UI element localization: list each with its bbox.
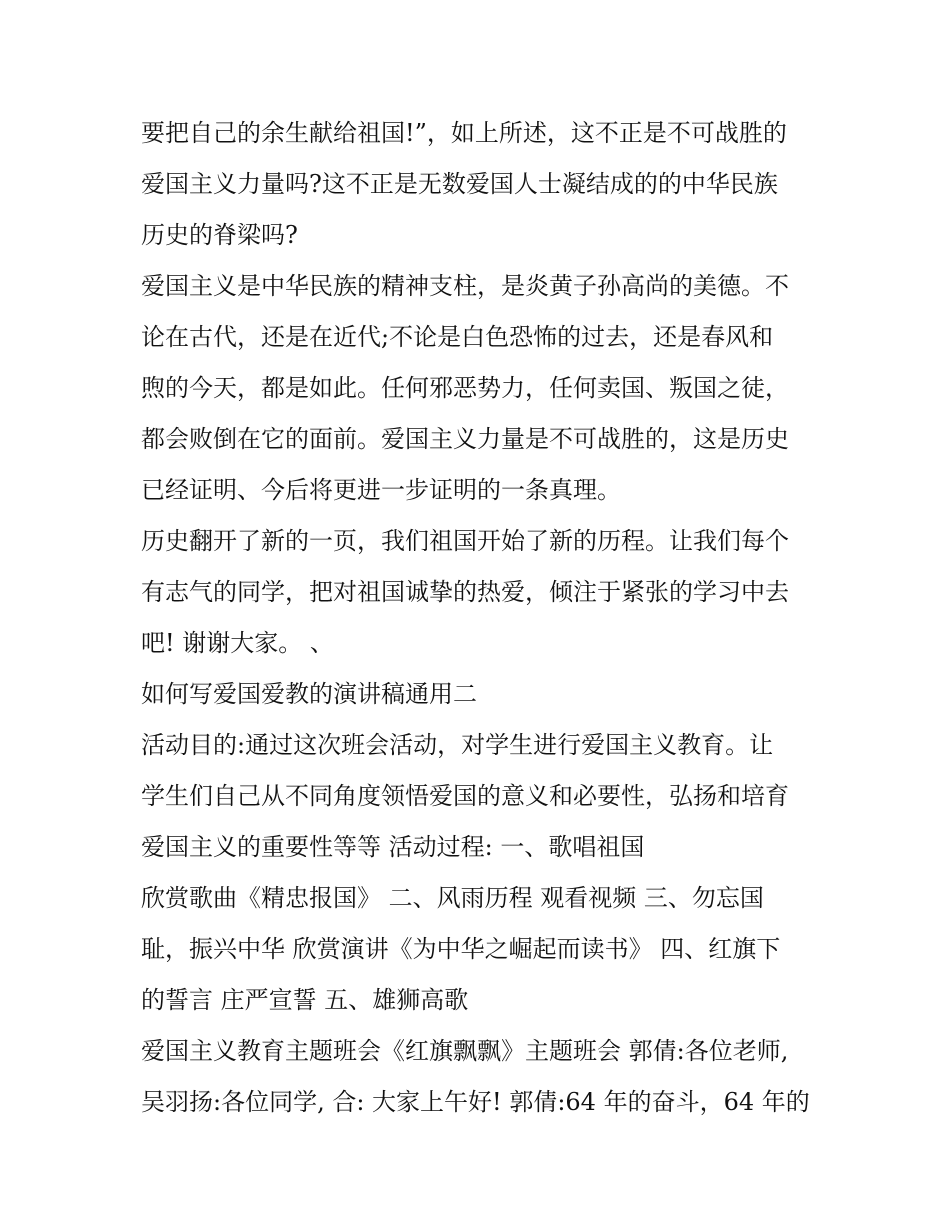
- text-line: 爱国主义教育主题班会《红旗飘飘》主题班会 郭倩:各位老师,: [141, 1037, 789, 1065]
- text-line: 要把自己的余生献给祖国!”，如上所述，这不正是不可战胜的: [141, 119, 787, 147]
- text-line: 爱国主义是中华民族的精神支柱，是炎黄子孙高尚的美德。不: [141, 272, 789, 300]
- text-line: 论在古代，还是在近代;不论是白色恐怖的过去，还是春风和: [141, 323, 774, 351]
- section-heading: 如何写爱国爱教的演讲稿通用二: [141, 680, 477, 708]
- text-line: 欣赏歌曲《精忠报国》 二、风雨历程 观看视频 三、勿忘国: [141, 884, 764, 912]
- text-line: 已经证明、今后将更进一步证明的一条真理。: [141, 476, 621, 504]
- text-line: 爱国主义力量吗?这不正是无数爱国人士凝结成的的中华民族: [141, 170, 778, 198]
- text-line: 吴羽扬:各位同学, 合: 大家上午好! 郭倩:64 年的奋斗，64 年的: [141, 1088, 810, 1116]
- text-line: 爱国主义的重要性等等 活动过程: 一、歌唱祖国: [141, 833, 645, 861]
- text-line: 历史翻开了新的一页，我们祖国开始了新的历程。让我们每个: [141, 527, 789, 555]
- text-line: 历史的脊梁吗?: [141, 221, 298, 249]
- text-line: 有志气的同学，把对祖国诚挚的热爱，倾注于紧张的学习中去: [141, 578, 789, 606]
- text-line: 的誓言 庄严宣誓 五、雄狮高歌: [141, 986, 469, 1014]
- text-line: 都会败倒在它的面前。爱国主义力量是不可战胜的，这是历史: [141, 425, 789, 453]
- text-line: 耻，振兴中华 欣赏演讲《为中华之崛起而读书》 四、红旗下: [141, 935, 781, 963]
- text-line: 吧! 谢谢大家。 、: [141, 629, 334, 657]
- document-body: [141, 108, 841, 1128]
- text-line: 活动目的:通过这次班会活动，对学生进行爱国主义教育。让: [141, 731, 774, 759]
- text-line: 煦的今天，都是如此。任何邪恶势力，任何卖国、叛国之徒，: [141, 374, 789, 402]
- text-line: 学生们自己从不同角度领悟爱国的意义和必要性，弘扬和培育: [141, 782, 789, 810]
